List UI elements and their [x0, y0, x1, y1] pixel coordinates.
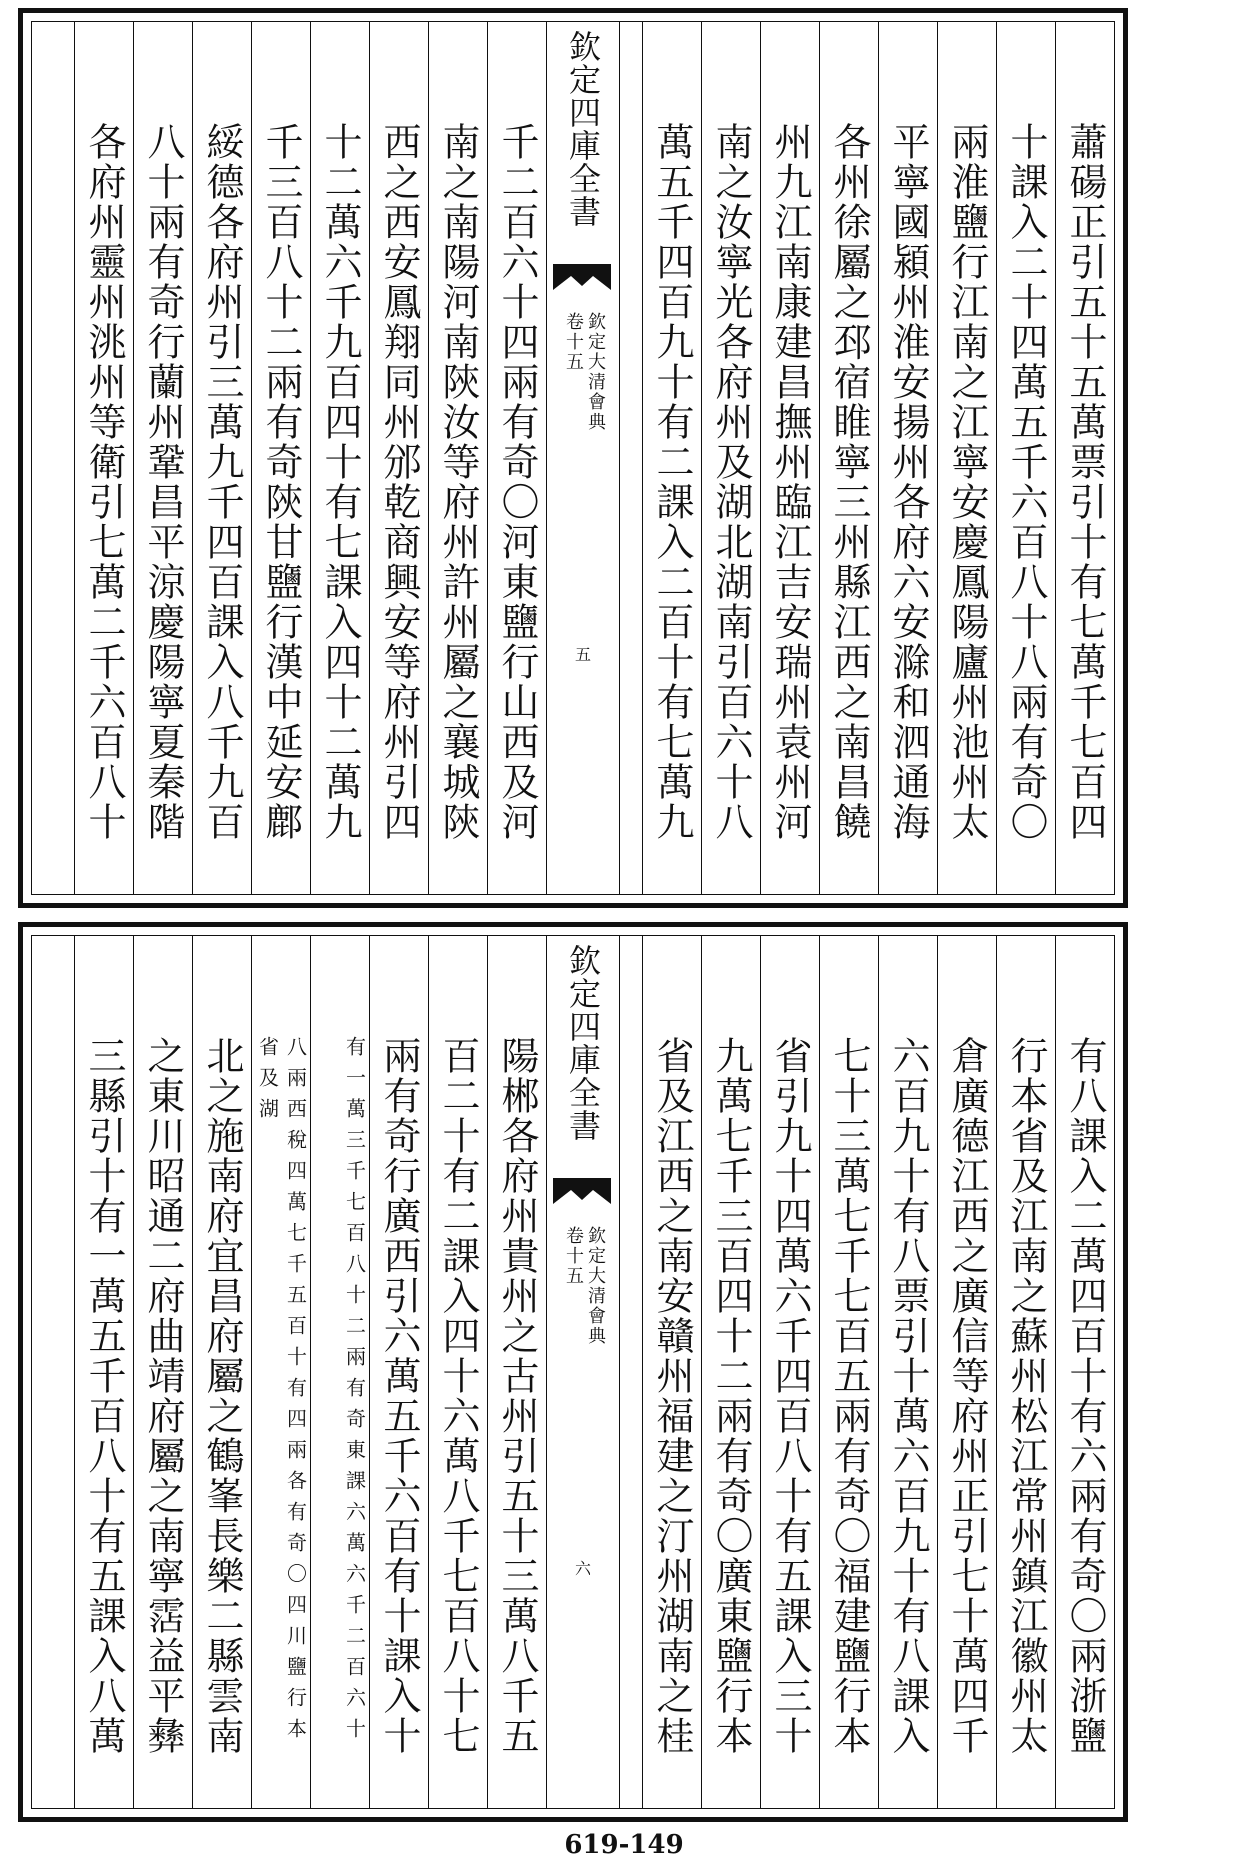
- text-column: 十課入二十四萬五千六百八十八兩有奇〇: [996, 22, 1055, 894]
- page-number: 六: [574, 1559, 591, 1578]
- text-column: 十二萬六千九百四十有七課入四十二萬九: [310, 22, 369, 894]
- book-subtitle: 欽定大清會典: [585, 1226, 606, 1346]
- text-column: 各州徐屬之邳宿睢寧三州縣江西之南昌饒: [819, 22, 878, 894]
- annotation-column: 八兩西稅四萬七千五百十有四兩各有奇〇四川鹽行本省及湖: [251, 936, 310, 1808]
- text-column: 六百九十有八票引十萬六百九十有八課入: [878, 936, 937, 1808]
- bottom-page-frame: [31, 935, 1115, 1809]
- text-column: 北之施南府宜昌府屬之鶴峯長樂二縣雲南: [192, 936, 251, 1808]
- bottom-left-columns: [32, 936, 546, 1808]
- text-column: 南之汝寧光各府州及湖北湖南引百六十八: [701, 22, 760, 894]
- text-column: 省引九十四萬六千四百八十有五課入三十: [760, 936, 819, 1808]
- text-column: 南之南陽河南陝汝等府州許州屬之襄城陝: [428, 22, 487, 894]
- book-title: 欽定四庫全書: [564, 30, 602, 228]
- text-column: 西之西安鳳翔同州邠乾商興安等府州引四: [369, 22, 428, 894]
- bottom-right-columns: [626, 936, 1114, 1808]
- text-column: 三縣引十有一萬五千百八十有五課入八萬: [74, 936, 133, 1808]
- text-column: 九萬七千三百四十二兩有奇〇廣東鹽行本: [701, 936, 760, 1808]
- bottom-page: [18, 922, 1128, 1822]
- top-page: [18, 8, 1128, 908]
- text-column: 綏德各府州引三萬九千四百課入八千九百: [192, 22, 251, 894]
- page-number: 五: [574, 645, 591, 664]
- footer-page-number: 619-149: [564, 1830, 684, 1860]
- text-column: 有八課入二萬四百十有六兩有奇〇兩浙鹽: [1055, 936, 1114, 1808]
- top-left-columns: [32, 22, 546, 894]
- book-subtitle: 欽定大清會典: [585, 312, 606, 432]
- fish-tail-icon: [553, 1178, 611, 1204]
- text-column: 各府州靈州洮州等衛引七萬二千六百八十: [74, 22, 133, 894]
- text-column: 之東川昭通二府曲靖府屬之南寧霑益平彝: [133, 936, 192, 1808]
- text-column: 倉廣德江西之廣信等府州正引七十萬四千: [937, 936, 996, 1808]
- volume-label: 卷十五: [563, 1226, 584, 1286]
- text-column: 七十三萬七千七百五兩有奇〇福建鹽行本: [819, 936, 878, 1808]
- text-column: 兩淮鹽行江南之江寧安慶鳳陽廬州池州太: [937, 22, 996, 894]
- text-column: 千二百六十四兩有奇〇河東鹽行山西及河: [487, 22, 546, 894]
- text-column: 省及江西之南安贛州福建之汀州湖南之桂: [642, 936, 701, 1808]
- text-column: 百二十有二課入四十六萬八千七百八十七: [428, 936, 487, 1808]
- bottom-center-margin: [546, 936, 620, 1808]
- text-column: 州九江南康建昌撫州臨江吉安瑞州袁州河: [760, 22, 819, 894]
- fish-tail-icon: [553, 264, 611, 290]
- text-column: 萬五千四百九十有二課入二百十有七萬九: [642, 22, 701, 894]
- volume-label: 卷十五: [563, 312, 584, 372]
- top-center-margin: [546, 22, 620, 894]
- top-page-frame: [31, 21, 1115, 895]
- text-column: 行本省及江南之蘇州松江常州鎮江徽州太: [996, 936, 1055, 1808]
- text-column: 千三百八十二兩有奇陝甘鹽行漢中延安鄜: [251, 22, 310, 894]
- text-column: 有一萬三千七百八十二兩有奇東課六萬六千二百六十: [310, 936, 369, 1808]
- top-right-columns: [626, 22, 1114, 894]
- book-title: 欽定四庫全書: [564, 944, 602, 1142]
- text-column: 陽郴各府州貴州之古州引五十三萬八千五: [487, 936, 546, 1808]
- text-column: 八十兩有奇行蘭州鞏昌平涼慶陽寧夏秦階: [133, 22, 192, 894]
- text-column: 兩有奇行廣西引六萬五千六百有十課入十: [369, 936, 428, 1808]
- text-column: 蕭碭正引五十五萬票引十有七萬千七百四: [1055, 22, 1114, 894]
- text-column: 平寧國潁州淮安揚州各府六安滁和泗通海: [878, 22, 937, 894]
